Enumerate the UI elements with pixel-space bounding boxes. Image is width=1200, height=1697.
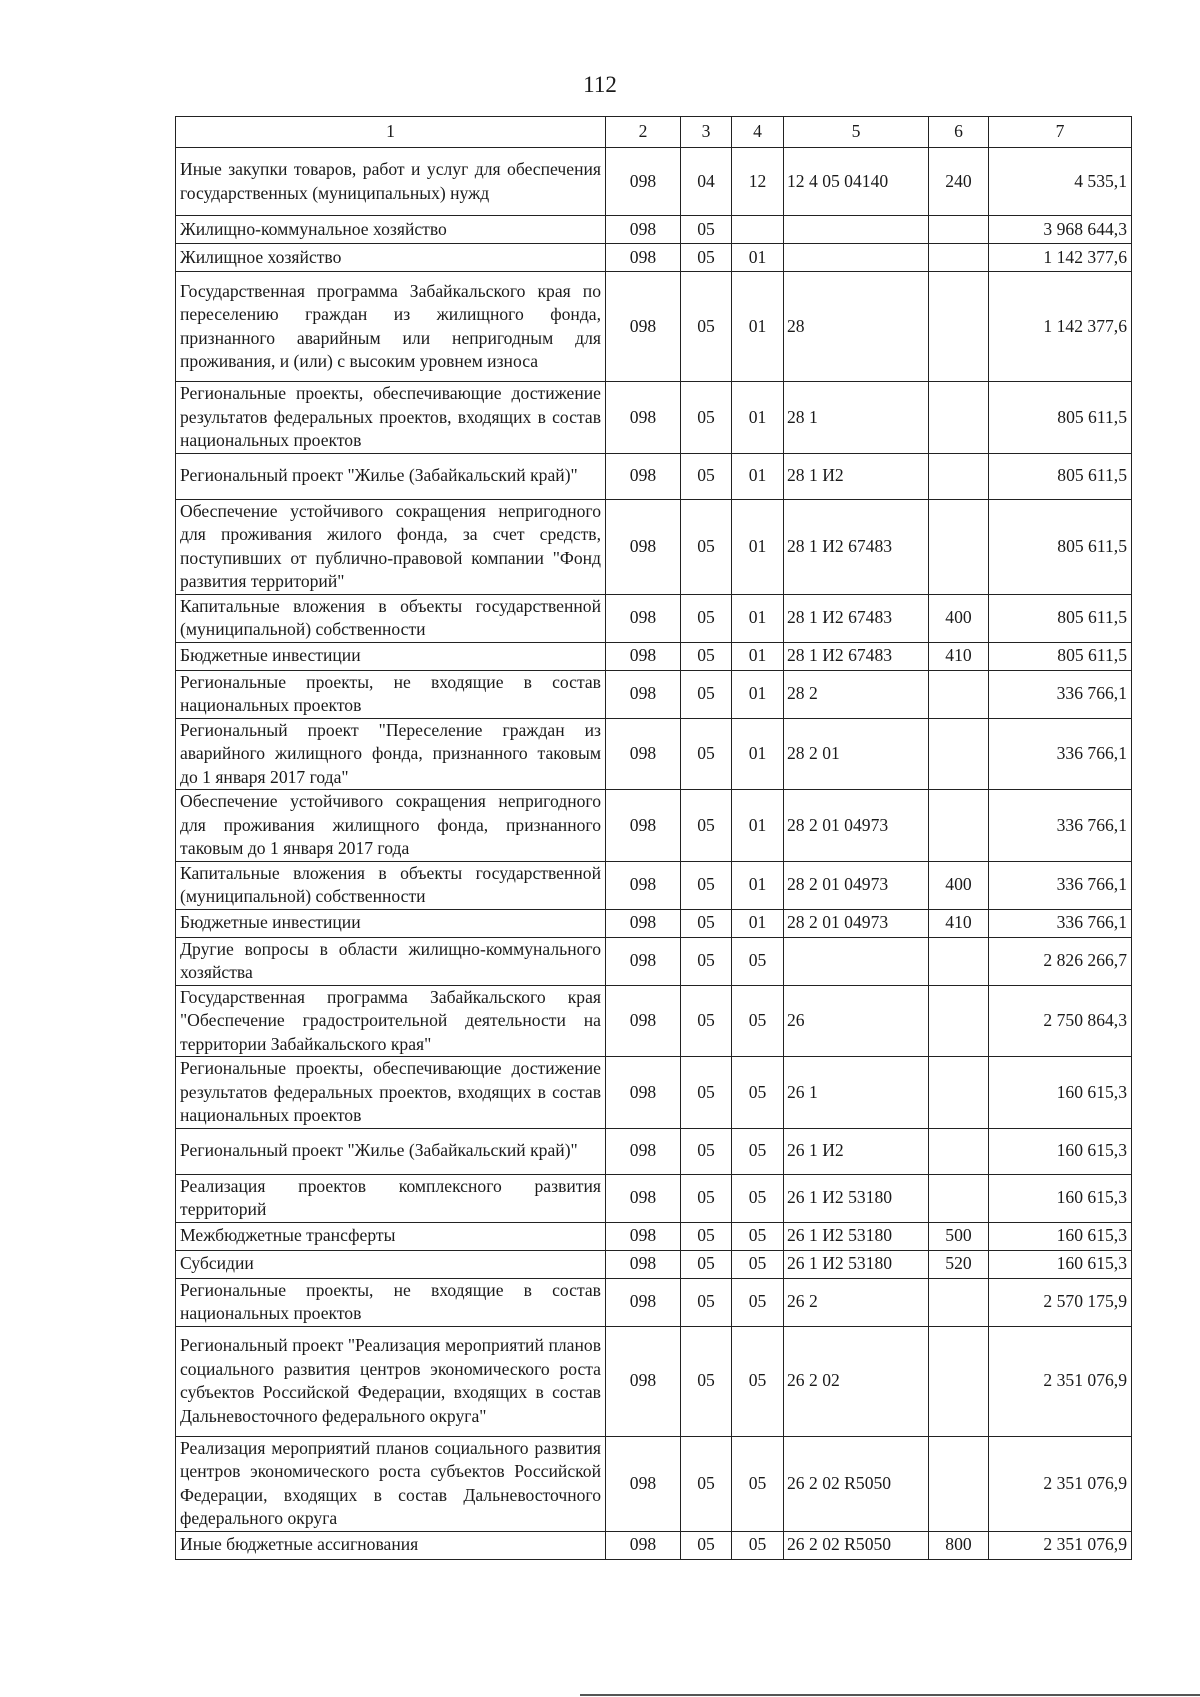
cell-section-code: 05 xyxy=(681,985,732,1057)
cell-target-article-code: 26 xyxy=(784,985,929,1057)
cell-subsection-code: 05 xyxy=(732,1326,784,1436)
cell-amount: 336 766,1 xyxy=(989,670,1132,718)
cell-description: Субсидии xyxy=(176,1250,606,1278)
table-row xyxy=(176,985,1132,1057)
cell-ministry-code: 098 xyxy=(606,594,681,642)
cell-description: Межбюджетные трансферты xyxy=(176,1222,606,1250)
cell-section-code: 05 xyxy=(681,1128,732,1174)
cell-description: Иные бюджетные ассигнования xyxy=(176,1531,606,1559)
cell-expense-type-code: 410 xyxy=(929,642,989,670)
cell-expense-type-code xyxy=(929,1278,989,1326)
table-row xyxy=(176,499,1132,594)
cell-section-code: 05 xyxy=(681,1278,732,1326)
cell-amount: 160 615,3 xyxy=(989,1128,1132,1174)
cell-description: Региональный проект "Переселение граждан из аварийного жилищного фонда, признанного таковым до 1 января 2017 года" xyxy=(176,718,606,790)
cell-subsection-code: 01 xyxy=(732,499,784,594)
cell-target-article-code: 26 2 02 xyxy=(784,1326,929,1436)
cell-expense-type-code xyxy=(929,382,989,454)
cell-subsection-code: 05 xyxy=(732,1174,784,1222)
cell-description: Другие вопросы в области жилищно-коммунального хозяйства xyxy=(176,937,606,985)
cell-expense-type-code: 500 xyxy=(929,1222,989,1250)
cell-section-code: 05 xyxy=(681,216,732,244)
cell-target-article-code: 26 1 И2 53180 xyxy=(784,1250,929,1278)
cell-description: Государственная программа Забайкальского края "Обеспечение градостроительной деятельности на территории Забайкальского края" xyxy=(176,985,606,1057)
cell-description: Капитальные вложения в объекты государственной (муниципальной) собственности xyxy=(176,861,606,909)
cell-amount: 805 611,5 xyxy=(989,453,1132,499)
cell-expense-type-code xyxy=(929,453,989,499)
table-row xyxy=(176,790,1132,862)
cell-ministry-code: 098 xyxy=(606,499,681,594)
cell-amount: 160 615,3 xyxy=(989,1057,1132,1129)
cell-subsection-code xyxy=(732,216,784,244)
cell-target-article-code: 28 2 xyxy=(784,670,929,718)
cell-target-article-code: 26 1 И2 xyxy=(784,1128,929,1174)
cell-amount: 160 615,3 xyxy=(989,1174,1132,1222)
cell-amount: 805 611,5 xyxy=(989,594,1132,642)
cell-expense-type-code: 400 xyxy=(929,594,989,642)
cell-ministry-code: 098 xyxy=(606,642,681,670)
cell-section-code: 04 xyxy=(681,148,732,216)
table-row xyxy=(176,1326,1132,1436)
cell-amount: 805 611,5 xyxy=(989,642,1132,670)
cell-amount: 805 611,5 xyxy=(989,499,1132,594)
cell-ministry-code: 098 xyxy=(606,453,681,499)
cell-subsection-code: 05 xyxy=(732,985,784,1057)
cell-subsection-code: 05 xyxy=(732,1531,784,1559)
cell-expense-type-code xyxy=(929,1057,989,1129)
cell-ministry-code: 098 xyxy=(606,1436,681,1531)
cell-section-code: 05 xyxy=(681,1436,732,1531)
cell-description: Обеспечение устойчивого сокращения непригодного для проживания жилищного фонда, признанного таковым до 1 января 2017 года xyxy=(176,790,606,862)
cell-section-code: 05 xyxy=(681,718,732,790)
table-row xyxy=(176,861,1132,909)
cell-target-article-code xyxy=(784,244,929,272)
cell-expense-type-code xyxy=(929,244,989,272)
cell-subsection-code: 05 xyxy=(732,1278,784,1326)
cell-expense-type-code: 520 xyxy=(929,1250,989,1278)
cell-section-code: 05 xyxy=(681,1326,732,1436)
column-header-1: 1 xyxy=(176,117,606,148)
cell-expense-type-code: 400 xyxy=(929,861,989,909)
cell-ministry-code: 098 xyxy=(606,1057,681,1129)
cell-ministry-code: 098 xyxy=(606,937,681,985)
cell-expense-type-code xyxy=(929,216,989,244)
cell-expense-type-code xyxy=(929,1326,989,1436)
cell-description: Региональный проект "Жилье (Забайкальский край)" xyxy=(176,1128,606,1174)
table-row xyxy=(176,1436,1132,1531)
cell-section-code: 05 xyxy=(681,594,732,642)
cell-ministry-code: 098 xyxy=(606,790,681,862)
cell-ministry-code: 098 xyxy=(606,909,681,937)
cell-amount: 336 766,1 xyxy=(989,790,1132,862)
cell-amount: 2 750 864,3 xyxy=(989,985,1132,1057)
cell-section-code: 05 xyxy=(681,1250,732,1278)
cell-section-code: 05 xyxy=(681,1057,732,1129)
cell-subsection-code: 01 xyxy=(732,718,784,790)
cell-amount: 2 826 266,7 xyxy=(989,937,1132,985)
cell-amount: 160 615,3 xyxy=(989,1250,1132,1278)
cell-description: Реализация проектов комплексного развития территорий xyxy=(176,1174,606,1222)
cell-target-article-code: 28 2 01 04973 xyxy=(784,909,929,937)
table-row xyxy=(176,272,1132,382)
cell-ministry-code: 098 xyxy=(606,718,681,790)
cell-section-code: 05 xyxy=(681,382,732,454)
cell-target-article-code: 26 2 02 R5050 xyxy=(784,1436,929,1531)
cell-target-article-code xyxy=(784,937,929,985)
cell-description: Капитальные вложения в объекты государственной (муниципальной) собственности xyxy=(176,594,606,642)
cell-expense-type-code xyxy=(929,718,989,790)
cell-target-article-code xyxy=(784,216,929,244)
cell-ministry-code: 098 xyxy=(606,148,681,216)
cell-amount: 4 535,1 xyxy=(989,148,1132,216)
page-number: 112 xyxy=(583,72,617,97)
cell-subsection-code: 05 xyxy=(732,1057,784,1129)
column-header-3: 3 xyxy=(681,117,732,148)
table-row xyxy=(176,909,1132,937)
cell-description: Обеспечение устойчивого сокращения непригодного для проживания жилого фонда, за счет средств, поступивших от публично-правовой компании "Фонд развития территорий" xyxy=(176,499,606,594)
cell-ministry-code: 098 xyxy=(606,1222,681,1250)
table-row xyxy=(176,718,1132,790)
cell-ministry-code: 098 xyxy=(606,1326,681,1436)
cell-amount: 2 351 076,9 xyxy=(989,1436,1132,1531)
cell-amount: 336 766,1 xyxy=(989,909,1132,937)
table-row xyxy=(176,148,1132,216)
cell-target-article-code: 26 1 И2 53180 xyxy=(784,1222,929,1250)
cell-description: Государственная программа Забайкальского края по переселению граждан из жилищного фонда, признанного аварийным или непригодным для проживания, и (или) с высоким уровнем износа xyxy=(176,272,606,382)
cell-expense-type-code xyxy=(929,1436,989,1531)
cell-target-article-code: 28 2 01 04973 xyxy=(784,861,929,909)
cell-subsection-code: 05 xyxy=(732,1128,784,1174)
cell-subsection-code: 01 xyxy=(732,909,784,937)
column-header-4: 4 xyxy=(732,117,784,148)
cell-target-article-code: 28 1 И2 67483 xyxy=(784,594,929,642)
table-row xyxy=(176,244,1132,272)
cell-subsection-code: 05 xyxy=(732,1436,784,1531)
cell-target-article-code: 28 1 И2 xyxy=(784,453,929,499)
cell-description: Жилищно-коммунальное хозяйство xyxy=(176,216,606,244)
cell-ministry-code: 098 xyxy=(606,216,681,244)
table-row xyxy=(176,1128,1132,1174)
table-row xyxy=(176,670,1132,718)
cell-description: Региональные проекты, не входящие в состав национальных проектов xyxy=(176,1278,606,1326)
cell-expense-type-code: 410 xyxy=(929,909,989,937)
table-row xyxy=(176,1222,1132,1250)
cell-ministry-code: 098 xyxy=(606,1531,681,1559)
cell-description: Региональный проект "Реализация мероприятий планов социального развития центров экономического роста субъектов Российской Федерации, входящих в состав Дальневосточного федерального округа" xyxy=(176,1326,606,1436)
cell-target-article-code: 28 2 01 xyxy=(784,718,929,790)
cell-section-code: 05 xyxy=(681,909,732,937)
cell-description: Иные закупки товаров, работ и услуг для обеспечения государственных (муниципальных) нужд xyxy=(176,148,606,216)
cell-subsection-code: 01 xyxy=(732,642,784,670)
table-row xyxy=(176,1531,1132,1559)
cell-description: Региональные проекты, обеспечивающие достижение результатов федеральных проектов, входящих в состав национальных проектов xyxy=(176,1057,606,1129)
cell-subsection-code: 01 xyxy=(732,272,784,382)
cell-target-article-code: 26 2 xyxy=(784,1278,929,1326)
cell-section-code: 05 xyxy=(681,937,732,985)
cell-section-code: 05 xyxy=(681,1222,732,1250)
cell-target-article-code: 12 4 05 04140 xyxy=(784,148,929,216)
cell-section-code: 05 xyxy=(681,861,732,909)
table-row xyxy=(176,1174,1132,1222)
table-row xyxy=(176,453,1132,499)
cell-amount: 3 968 644,3 xyxy=(989,216,1132,244)
cell-amount: 2 351 076,9 xyxy=(989,1531,1132,1559)
cell-description: Региональный проект "Жилье (Забайкальский край)" xyxy=(176,453,606,499)
cell-amount: 160 615,3 xyxy=(989,1222,1132,1250)
cell-expense-type-code xyxy=(929,1128,989,1174)
bottom-divider xyxy=(580,1694,1200,1696)
cell-section-code: 05 xyxy=(681,790,732,862)
cell-ministry-code: 098 xyxy=(606,1128,681,1174)
table-row xyxy=(176,594,1132,642)
cell-amount: 2 351 076,9 xyxy=(989,1326,1132,1436)
table-header-row xyxy=(176,117,1132,148)
cell-target-article-code: 28 xyxy=(784,272,929,382)
cell-subsection-code: 05 xyxy=(732,1222,784,1250)
cell-expense-type-code xyxy=(929,790,989,862)
cell-subsection-code: 01 xyxy=(732,670,784,718)
cell-ministry-code: 098 xyxy=(606,1278,681,1326)
cell-subsection-code: 01 xyxy=(732,244,784,272)
cell-expense-type-code xyxy=(929,937,989,985)
table-row xyxy=(176,1278,1132,1326)
table-row xyxy=(176,382,1132,454)
cell-section-code: 05 xyxy=(681,453,732,499)
table-row xyxy=(176,216,1132,244)
cell-target-article-code: 26 1 И2 53180 xyxy=(784,1174,929,1222)
cell-subsection-code: 01 xyxy=(732,382,784,454)
cell-target-article-code: 28 1 xyxy=(784,382,929,454)
table-row xyxy=(176,642,1132,670)
cell-target-article-code: 28 1 И2 67483 xyxy=(784,642,929,670)
cell-amount: 1 142 377,6 xyxy=(989,244,1132,272)
cell-ministry-code: 098 xyxy=(606,272,681,382)
cell-ministry-code: 098 xyxy=(606,244,681,272)
cell-expense-type-code xyxy=(929,1174,989,1222)
column-header-6: 6 xyxy=(929,117,989,148)
table-body xyxy=(176,148,1132,1560)
cell-amount: 1 142 377,6 xyxy=(989,272,1132,382)
table-row xyxy=(176,1057,1132,1129)
column-header-5: 5 xyxy=(784,117,929,148)
cell-ministry-code: 098 xyxy=(606,1174,681,1222)
cell-ministry-code: 098 xyxy=(606,382,681,454)
cell-target-article-code: 28 1 И2 67483 xyxy=(784,499,929,594)
cell-subsection-code: 12 xyxy=(732,148,784,216)
cell-amount: 805 611,5 xyxy=(989,382,1132,454)
cell-section-code: 05 xyxy=(681,499,732,594)
cell-description: Бюджетные инвестиции xyxy=(176,909,606,937)
cell-amount: 336 766,1 xyxy=(989,718,1132,790)
cell-description: Бюджетные инвестиции xyxy=(176,642,606,670)
cell-description: Жилищное хозяйство xyxy=(176,244,606,272)
cell-subsection-code: 05 xyxy=(732,937,784,985)
cell-section-code: 05 xyxy=(681,1531,732,1559)
cell-section-code: 05 xyxy=(681,1174,732,1222)
cell-expense-type-code: 800 xyxy=(929,1531,989,1559)
cell-subsection-code: 01 xyxy=(732,453,784,499)
cell-amount: 336 766,1 xyxy=(989,861,1132,909)
column-header-7: 7 xyxy=(989,117,1132,148)
cell-expense-type-code xyxy=(929,499,989,594)
table-row xyxy=(176,937,1132,985)
budget-table xyxy=(175,116,1132,1560)
cell-description: Региональные проекты, не входящие в состав национальных проектов xyxy=(176,670,606,718)
cell-expense-type-code xyxy=(929,985,989,1057)
cell-description: Реализация мероприятий планов социального развития центров экономического роста субъектов Российской Федерации, входящих в состав Дальневосточного федерального округа xyxy=(176,1436,606,1531)
cell-ministry-code: 098 xyxy=(606,670,681,718)
cell-amount: 2 570 175,9 xyxy=(989,1278,1132,1326)
cell-subsection-code: 05 xyxy=(732,1250,784,1278)
table-row xyxy=(176,1250,1132,1278)
cell-ministry-code: 098 xyxy=(606,861,681,909)
cell-ministry-code: 098 xyxy=(606,1250,681,1278)
cell-ministry-code: 098 xyxy=(606,985,681,1057)
cell-target-article-code: 28 2 01 04973 xyxy=(784,790,929,862)
cell-section-code: 05 xyxy=(681,272,732,382)
cell-section-code: 05 xyxy=(681,642,732,670)
cell-target-article-code: 26 1 xyxy=(784,1057,929,1129)
cell-target-article-code: 26 2 02 R5050 xyxy=(784,1531,929,1559)
column-header-2: 2 xyxy=(606,117,681,148)
cell-subsection-code: 01 xyxy=(732,790,784,862)
cell-section-code: 05 xyxy=(681,244,732,272)
cell-expense-type-code xyxy=(929,272,989,382)
cell-subsection-code: 01 xyxy=(732,594,784,642)
cell-section-code: 05 xyxy=(681,670,732,718)
cell-expense-type-code xyxy=(929,670,989,718)
cell-description: Региональные проекты, обеспечивающие достижение результатов федеральных проектов, входящих в состав национальных проектов xyxy=(176,382,606,454)
cell-subsection-code: 01 xyxy=(732,861,784,909)
cell-expense-type-code: 240 xyxy=(929,148,989,216)
